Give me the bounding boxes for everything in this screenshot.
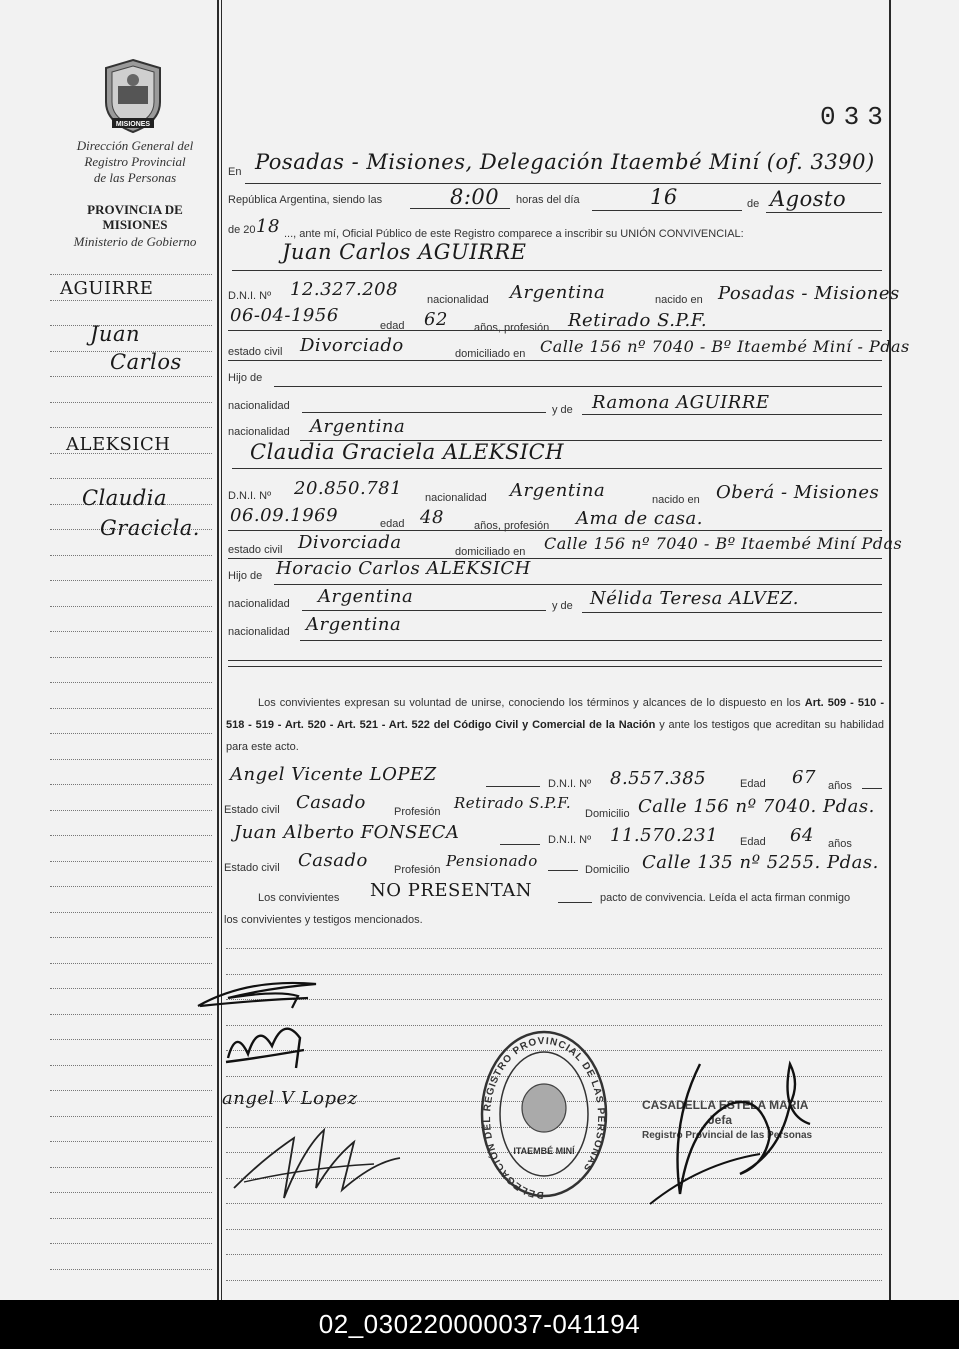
label-de: de (747, 198, 760, 210)
field-pact: NO PRESENTAN (370, 880, 533, 901)
p1-profesion: Retirado S.P.F. (568, 310, 708, 331)
province-line: PROVINCIA DE (87, 202, 183, 217)
margin-rule (50, 835, 212, 836)
p2-birth-date: 06.09.1969 (230, 505, 339, 526)
p2-mother-nacionalidad: Argentina (306, 614, 402, 635)
label-nacionalidad: nacionalidad (228, 626, 290, 638)
registry-round-stamp-icon (478, 1028, 610, 1200)
body-rule (226, 1229, 882, 1230)
p1-estado-civil: Divorciado (300, 335, 404, 356)
blank-line (232, 270, 882, 271)
label-hijo-de: Hijo de (228, 570, 263, 582)
margin-rule (50, 1243, 212, 1244)
signature-witness-2-icon (224, 1118, 414, 1208)
blank-line (228, 530, 882, 531)
blank-line (582, 414, 882, 415)
margin-rule (50, 300, 212, 301)
province-emblem-icon (98, 58, 168, 134)
blank-line (228, 330, 882, 331)
w2-name: Juan Alberto FONSECA (234, 822, 460, 843)
label-pacto: pacto de convivencia. Leída el acta firman conmigo (600, 892, 851, 904)
label-nacionalidad: nacionalidad (425, 492, 487, 504)
w2-dni: 11.570.231 (610, 825, 719, 846)
margin-rule (50, 886, 212, 887)
margin-rule (50, 784, 212, 785)
label-y-de: y de (552, 600, 573, 612)
margin-rule (50, 1192, 212, 1193)
blank-line (486, 786, 540, 787)
margin-given-2b: Gracicla. (100, 516, 200, 540)
p2-edad: 48 (420, 507, 444, 528)
label-dni: D.N.I. Nº (548, 778, 592, 790)
margin-rule (50, 733, 212, 734)
field-hour: 8:00 (450, 185, 500, 209)
institution-name (50, 138, 220, 186)
margin-rule (50, 912, 212, 913)
label-profesion: Profesión (394, 864, 441, 876)
w2-domicilio: Calle 135 nº 5255. Pdas. (642, 852, 879, 873)
w1-edad: 67 (792, 767, 816, 788)
field-place: Posadas - Misiones, Delegación Itaembé Miní (of. 3390) (255, 150, 875, 174)
province-name (50, 202, 220, 232)
label-domicilio: Domicilio (585, 864, 630, 876)
institution-line: de las Personas (93, 170, 177, 185)
w2-profesion: Pensionado (446, 852, 538, 870)
blank-line (592, 210, 742, 211)
right-border (889, 0, 891, 1300)
blank-line (766, 212, 882, 213)
p2-dni: 20.850.781 (294, 478, 403, 499)
blank-line (500, 844, 540, 845)
label-domicilio: domiciliado en (455, 546, 526, 558)
field-year: 18 (256, 216, 280, 237)
p1-mother: Ramona AGUIRRE (592, 392, 770, 413)
label-estado-civil: estado civil (228, 346, 283, 358)
margin-rule (50, 1218, 212, 1219)
margin-surname-2: ALEKSICH (66, 434, 171, 455)
label-edad: Edad (740, 778, 766, 790)
blank-line (302, 412, 546, 413)
w1-domicilio: Calle 156 nº 7040. Pdas. (638, 796, 875, 817)
declaration-paragraph (226, 692, 884, 758)
margin-rule (50, 402, 212, 403)
label-nacido: nacido en (652, 494, 700, 506)
margin-rule (50, 555, 212, 556)
blank-line (232, 468, 882, 469)
svg-text:ITAEMBÉ MINÍ: ITAEMBÉ MINÍ (513, 1146, 575, 1156)
label-year-prefix: de 20 (228, 224, 256, 236)
label-dni: D.N.I. Nº (548, 834, 592, 846)
p1-mother-nacionalidad: Argentina (310, 416, 406, 437)
p2-mother: Nélida Teresa ALVEZ. (590, 588, 799, 609)
label-estado-civil: estado civil (228, 544, 283, 556)
label-nacionalidad: nacionalidad (228, 426, 290, 438)
institution-line: Registro Provincial (84, 154, 186, 169)
margin-given-2a: Claudia (82, 486, 168, 510)
label-anos-profesion: años, profesión (474, 520, 550, 532)
margin-rule (50, 427, 212, 428)
w1-estado-civil: Casado (296, 792, 366, 813)
margin-rule (50, 708, 212, 709)
label-profesion: Profesión (394, 806, 441, 818)
label-edad: edad (380, 518, 405, 530)
blank-line (582, 612, 882, 613)
field-day: 16 (650, 185, 678, 209)
label-dni: D.N.I. Nº (228, 290, 272, 302)
p1-edad: 62 (424, 309, 448, 330)
p1-dni: 12.327.208 (290, 279, 399, 300)
body-rule (226, 1254, 882, 1255)
official-stamp-line: Registro Provincial de las Personas (642, 1130, 813, 1141)
p1-nacionalidad: Argentina (510, 282, 606, 303)
label-estado-civil: Estado civil (224, 804, 280, 816)
w1-name: Angel Vicente LOPEZ (230, 764, 437, 785)
p2-estado-civil: Divorciada (298, 532, 402, 553)
label-estado-civil: Estado civil (224, 862, 280, 874)
label-edad: edad (380, 320, 405, 332)
margin-rule (50, 580, 212, 581)
w2-estado-civil: Casado (298, 850, 368, 871)
blank-line (862, 788, 882, 789)
label-firman: los convivientes y testigos mencionados. (224, 914, 423, 926)
margin-rule (50, 657, 212, 658)
label-convivientes: Los convivientes (258, 892, 340, 904)
label-edad: Edad (740, 836, 766, 848)
margin-given-1a: Juan (90, 322, 140, 346)
closing-line (228, 660, 882, 661)
p1-full-name: Juan Carlos AGUIRRE (282, 240, 527, 264)
margin-given-1b: Carlos (110, 350, 182, 374)
p2-full-name: Claudia Graciela ALEKSICH (250, 440, 565, 464)
p2-father: Horacio Carlos ALEKSICH (276, 558, 531, 579)
declaration-text: Los convivientes expresan su voluntad de unirse, conociendo los términos y alcances de lo dispuesto en los (258, 697, 801, 709)
margin-surname-1: AGUIRRE (60, 278, 154, 299)
w1-dni: 8.557.385 (610, 768, 707, 789)
margin-rule (50, 606, 212, 607)
p2-father-nacionalidad: Argentina (318, 586, 414, 607)
blank-line (558, 902, 592, 903)
margin-rule (50, 1269, 212, 1270)
margin-rule (50, 937, 212, 938)
document-code: 02_030220000037-041194 (0, 1300, 959, 1349)
label-dni: D.N.I. Nº (228, 490, 272, 502)
label-nacionalidad: nacionalidad (427, 294, 489, 306)
official-stamp-line: CASADELLA ESTELA MARIA (642, 1098, 809, 1112)
blank-line (274, 386, 882, 387)
p2-nacionalidad: Argentina (510, 480, 606, 501)
closing-line (228, 666, 882, 667)
p1-birth-date: 06-04-1956 (230, 305, 339, 326)
declaration-text: y ante los testigos que acreditan su habilidad para este acto. (226, 719, 884, 753)
margin-rule (50, 759, 212, 760)
p1-nacido-en: Posadas - Misiones (718, 283, 900, 304)
svg-text:DELEGACIÓN DEL REGISTRO PROVIN: DELEGACIÓN DEL REGISTRO PROVINCIAL DE LAS PERSONAS (482, 1035, 607, 1200)
margin-rule (50, 478, 212, 479)
blank-line (302, 610, 546, 611)
official-stamp-line: Jefa (708, 1113, 733, 1127)
label-anos-profesion: años, profesión (474, 322, 550, 334)
body-rule (226, 1280, 882, 1281)
declaration-articles: Art. 509 - 510 - 518 - 519 - Art. 520 - Art. 521 - Art. 522 del Código Civil y Comercial de la Nación (226, 697, 884, 731)
margin-rule (50, 631, 212, 632)
label-republica: República Argentina, siendo las (228, 194, 383, 206)
margin-rule (50, 274, 212, 275)
blank-line (245, 183, 881, 184)
p2-profesion: Ama de casa. (576, 508, 703, 529)
label-comparece: ..., ante mí, Oficial Público de este Registro comparece a inscribir su UNIÓN CONVIVENCIAL: (284, 228, 744, 240)
label-nacionalidad: nacionalidad (228, 400, 290, 412)
blank-line (300, 640, 882, 641)
margin-rule (50, 963, 212, 964)
label-domicilio: domiciliado en (455, 348, 526, 360)
blank-line (410, 208, 510, 209)
label-en: En (228, 166, 242, 178)
label-hijo-de: Hijo de (228, 372, 263, 384)
w2-edad: 64 (790, 825, 814, 846)
margin-rule (50, 1167, 212, 1168)
p2-nacido-en: Oberá - Misiones (716, 482, 880, 503)
signature-witness-1: angel V Lopez (222, 1088, 358, 1109)
blank-line (548, 870, 578, 871)
blank-line (228, 360, 882, 361)
ministry-name: Ministerio de Gobierno (73, 234, 197, 249)
act-number: 033 (820, 102, 891, 132)
margin-rule (50, 682, 212, 683)
label-nacido: nacido en (655, 294, 703, 306)
label-nacionalidad: nacionalidad (228, 598, 290, 610)
label-y-de: y de (552, 404, 573, 416)
label-anos: años (828, 780, 852, 792)
p1-domicilio: Calle 156 nº 7040 - Bº Itaembé Miní - Pdas (540, 337, 910, 356)
blank-line (274, 584, 882, 585)
label-horas: horas del día (516, 194, 580, 206)
province-line: MISIONES (102, 217, 168, 232)
margin-rule (50, 1141, 212, 1142)
w1-profesion: Retirado S.P.F. (454, 794, 572, 812)
body-rule (226, 948, 882, 949)
svg-text:MISIONES: MISIONES (115, 121, 151, 128)
institution-line: Dirección General del (76, 138, 194, 153)
label-anos: años (828, 838, 852, 850)
margin-rule (50, 861, 212, 862)
field-month: Agosto (770, 187, 847, 211)
p2-domicilio: Calle 156 nº 7040 - Bº Itaembé Miní Pdas (544, 534, 903, 553)
signature-official-icon (640, 1044, 820, 1214)
label-domicilio: Domicilio (585, 808, 630, 820)
margin-rule (50, 376, 212, 377)
margin-rule (50, 810, 212, 811)
